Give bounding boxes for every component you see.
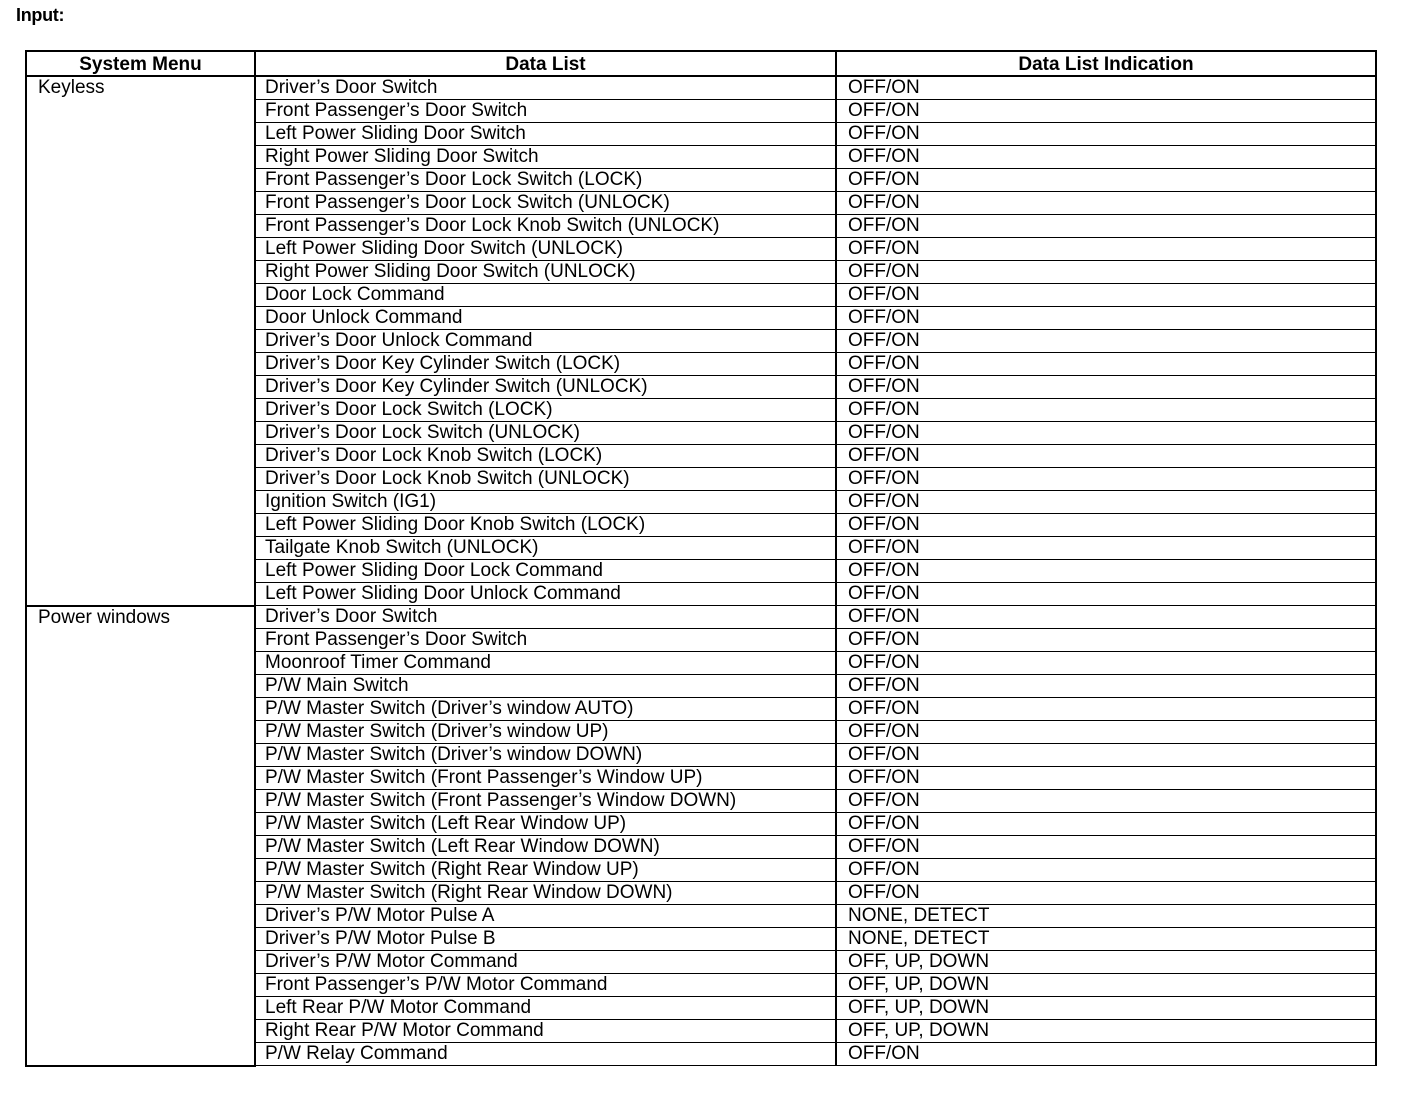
data-list-cell: Driver’s Door Lock Switch (LOCK) xyxy=(255,399,836,422)
data-list-cell: Ignition Switch (IG1) xyxy=(255,491,836,514)
indication-cell: OFF, UP, DOWN xyxy=(836,951,1376,974)
indication-cell: OFF/ON xyxy=(836,284,1376,307)
indication-cell: OFF/ON xyxy=(836,491,1376,514)
data-list-cell: Front Passenger’s Door Switch xyxy=(255,100,836,123)
data-list-cell: P/W Relay Command xyxy=(255,1043,836,1066)
data-list-cell: Left Power Sliding Door Switch xyxy=(255,123,836,146)
data-list-cell: Driver’s Door Lock Knob Switch (LOCK) xyxy=(255,445,836,468)
table-body xyxy=(26,76,1376,1066)
indication-cell: NONE, DETECT xyxy=(836,928,1376,951)
data-list-cell: Left Power Sliding Door Lock Command xyxy=(255,560,836,583)
indication-cell: OFF/ON xyxy=(836,353,1376,376)
data-list-cell: P/W Master Switch (Driver’s window DOWN) xyxy=(255,744,836,767)
indication-cell: OFF/ON xyxy=(836,721,1376,744)
header-system-menu: System Menu xyxy=(26,51,255,76)
indication-cell: OFF/ON xyxy=(836,169,1376,192)
data-list-cell: Front Passenger’s Door Switch xyxy=(255,629,836,652)
indication-cell: OFF/ON xyxy=(836,215,1376,238)
data-list-cell: Driver’s Door Switch xyxy=(255,76,836,100)
indication-cell: OFF/ON xyxy=(836,100,1376,123)
indication-cell: OFF/ON xyxy=(836,629,1376,652)
data-list-cell: Right Rear P/W Motor Command xyxy=(255,1020,836,1043)
data-list-cell: Driver’s Door Key Cylinder Switch (UNLOCK) xyxy=(255,376,836,399)
indication-cell: OFF/ON xyxy=(836,537,1376,560)
data-list-cell: Front Passenger’s P/W Motor Command xyxy=(255,974,836,997)
indication-cell: OFF/ON xyxy=(836,882,1376,905)
indication-cell: OFF, UP, DOWN xyxy=(836,997,1376,1020)
page-heading: Input: xyxy=(16,5,65,25)
data-list-cell: Driver’s Door Unlock Command xyxy=(255,330,836,353)
data-list-cell: Front Passenger’s Door Lock Switch (LOCK) xyxy=(255,169,836,192)
indication-cell: OFF/ON xyxy=(836,859,1376,882)
table-row xyxy=(26,76,1376,100)
data-list-cell: Front Passenger’s Door Lock Switch (UNLOCK) xyxy=(255,192,836,215)
header-data-list-indication: Data List Indication xyxy=(836,51,1376,76)
data-list-cell: P/W Master Switch (Left Rear Window UP) xyxy=(255,813,836,836)
data-list-cell: Driver’s P/W Motor Pulse A xyxy=(255,905,836,928)
table-row xyxy=(26,606,1376,629)
data-list-cell: Right Power Sliding Door Switch (UNLOCK) xyxy=(255,261,836,284)
data-list-cell: P/W Master Switch (Right Rear Window UP) xyxy=(255,859,836,882)
indication-cell: OFF, UP, DOWN xyxy=(836,974,1376,997)
indication-cell: NONE, DETECT xyxy=(836,905,1376,928)
data-list-cell: Left Power Sliding Door Unlock Command xyxy=(255,583,836,606)
data-list-cell: Door Unlock Command xyxy=(255,307,836,330)
data-list-cell: Driver’s Door Lock Knob Switch (UNLOCK) xyxy=(255,468,836,491)
data-list-cell: Door Lock Command xyxy=(255,284,836,307)
header-data-list: Data List xyxy=(255,51,836,76)
data-list-cell: Front Passenger’s Door Lock Knob Switch (UNLOCK) xyxy=(255,215,836,238)
indication-cell: OFF/ON xyxy=(836,261,1376,284)
indication-cell: OFF/ON xyxy=(836,514,1376,537)
data-list-cell: Right Power Sliding Door Switch xyxy=(255,146,836,169)
indication-cell: OFF/ON xyxy=(836,468,1376,491)
indication-cell: OFF/ON xyxy=(836,675,1376,698)
indication-cell: OFF/ON xyxy=(836,767,1376,790)
data-list-cell: P/W Master Switch (Front Passenger’s Window DOWN) xyxy=(255,790,836,813)
indication-cell: OFF/ON xyxy=(836,238,1376,261)
indication-cell: OFF/ON xyxy=(836,76,1376,100)
system-menu-cell: Power windows xyxy=(26,606,255,1066)
indication-cell: OFF/ON xyxy=(836,330,1376,353)
indication-cell: OFF/ON xyxy=(836,445,1376,468)
indication-cell: OFF/ON xyxy=(836,744,1376,767)
indication-cell: OFF/ON xyxy=(836,698,1376,721)
data-list-cell: Left Power Sliding Door Switch (UNLOCK) xyxy=(255,238,836,261)
indication-cell: OFF/ON xyxy=(836,583,1376,606)
indication-cell: OFF/ON xyxy=(836,836,1376,859)
indication-cell: OFF/ON xyxy=(836,307,1376,330)
indication-cell: OFF/ON xyxy=(836,192,1376,215)
indication-cell: OFF/ON xyxy=(836,560,1376,583)
indication-cell: OFF, UP, DOWN xyxy=(836,1020,1376,1043)
indication-cell: OFF/ON xyxy=(836,146,1376,169)
indication-cell: OFF/ON xyxy=(836,606,1376,629)
table-header-row xyxy=(26,51,1376,76)
data-list-cell: Left Power Sliding Door Knob Switch (LOCK) xyxy=(255,514,836,537)
data-list-cell: Driver’s Door Switch xyxy=(255,606,836,629)
indication-cell: OFF/ON xyxy=(836,422,1376,445)
data-list-cell: P/W Main Switch xyxy=(255,675,836,698)
indication-cell: OFF/ON xyxy=(836,1043,1376,1066)
data-list-cell: Tailgate Knob Switch (UNLOCK) xyxy=(255,537,836,560)
data-list-cell: Driver’s Door Lock Switch (UNLOCK) xyxy=(255,422,836,445)
indication-cell: OFF/ON xyxy=(836,399,1376,422)
data-list-cell: P/W Master Switch (Driver’s window AUTO) xyxy=(255,698,836,721)
data-list-cell: P/W Master Switch (Left Rear Window DOWN) xyxy=(255,836,836,859)
data-list-cell: P/W Master Switch (Driver’s window UP) xyxy=(255,721,836,744)
indication-cell: OFF/ON xyxy=(836,652,1376,675)
indication-cell: OFF/ON xyxy=(836,790,1376,813)
data-list-cell: Moonroof Timer Command xyxy=(255,652,836,675)
data-list-cell: P/W Master Switch (Front Passenger’s Window UP) xyxy=(255,767,836,790)
data-list-table xyxy=(25,50,1377,1067)
data-list-cell: Driver’s P/W Motor Command xyxy=(255,951,836,974)
indication-cell: OFF/ON xyxy=(836,123,1376,146)
indication-cell: OFF/ON xyxy=(836,376,1376,399)
indication-cell: OFF/ON xyxy=(836,813,1376,836)
system-menu-cell: Keyless xyxy=(26,76,255,606)
data-list-cell: Driver’s Door Key Cylinder Switch (LOCK) xyxy=(255,353,836,376)
data-list-cell: Driver’s P/W Motor Pulse B xyxy=(255,928,836,951)
data-list-cell: P/W Master Switch (Right Rear Window DOWN) xyxy=(255,882,836,905)
data-list-cell: Left Rear P/W Motor Command xyxy=(255,997,836,1020)
